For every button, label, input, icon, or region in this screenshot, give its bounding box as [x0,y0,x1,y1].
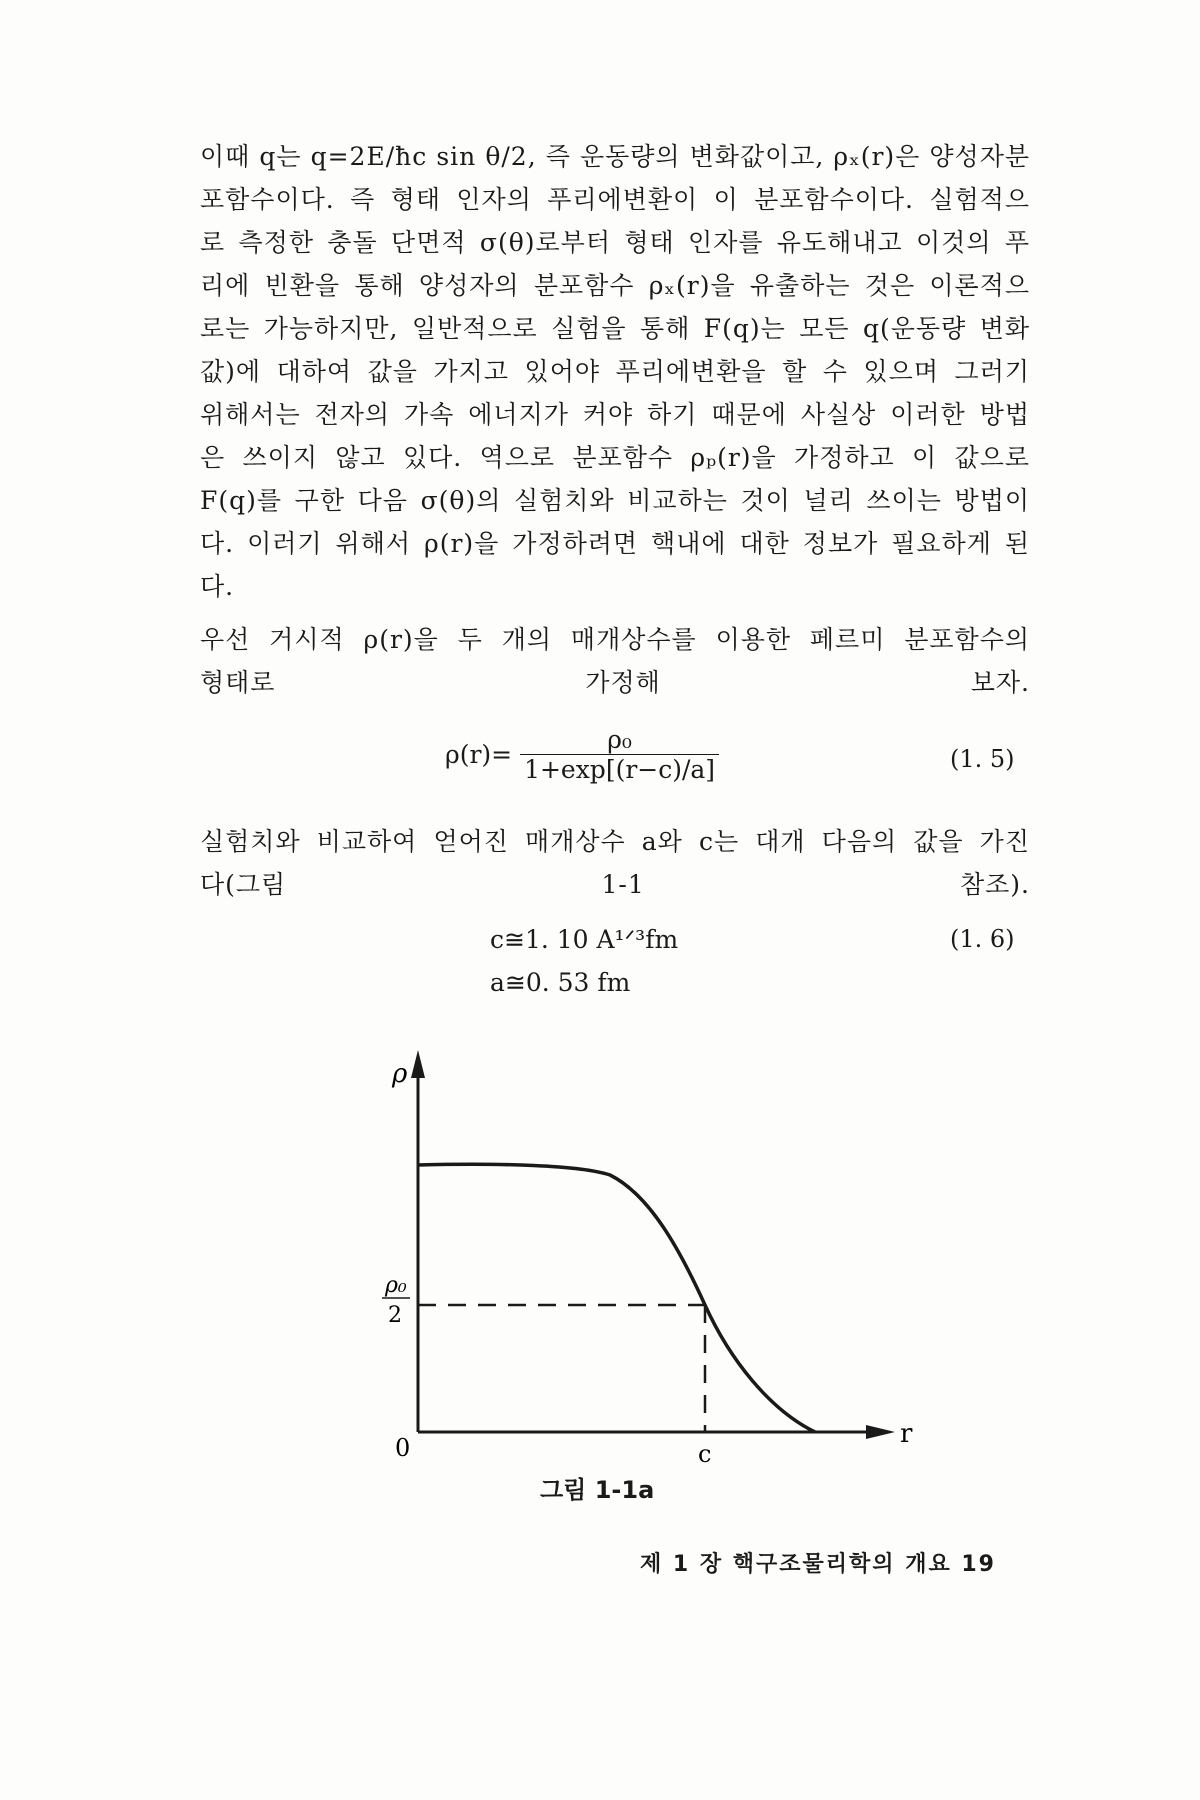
equation-denominator: 1+exp[(r−c)/a] [524,755,716,784]
paragraph-line: 포함수이다. 즉 형태 인자의 푸리에변환이 이 분포함수이다. 실험적으 [200,185,1030,214]
paragraph-line: 이때 q는 q=2E/ħc sin θ/2, 즉 운동량의 변화값이고, ρₓ(r)은 양성자분 [200,142,1030,171]
y-axis-arrow-icon [411,1050,425,1078]
paragraph-line: 다. 이러기 위해서 ρ(r)을 가정하려면 핵내에 대한 정보가 필요하게 된 [200,529,1030,558]
paragraph-line: 리에 빈환을 통해 양성자의 분포함수 ρₓ(r)을 유출하는 것은 이론적으 [200,271,1030,300]
y-axis-label: ρ [392,1059,408,1089]
equation-number: (1. 5) [950,745,1015,773]
c-label: c [698,1440,712,1468]
paragraph-line: 로 측정한 충돌 단면적 σ(θ)로부터 형태 인자를 유도해내고 이것의 푸 [200,228,1030,257]
equation-1-6-line-1: c≅1. 10 A¹ᐟ³fm [490,925,679,954]
equation-numerator: ρ₀ [520,725,719,755]
paragraph-line: 실험치와 비교하여 얻어진 매개상수 a와 c는 대개 다음의 값을 가진 [200,827,1030,856]
x-axis-label: r [900,1419,913,1449]
paragraph-line: 값)에 대하여 값을 가지고 있어야 푸리에변환을 할 수 있으며 그러기 [200,357,1030,386]
paragraph-line: 로는 가능하지만, 일반적으로 실험을 통해 F(q)는 모든 q(운동량 변화 [200,314,1030,343]
origin-label: 0 [395,1434,411,1462]
equation-lhs: ρ(r)= [445,740,513,769]
half-label-numerator: ρ₀ [385,1273,407,1298]
half-label-denominator: 2 [388,1303,402,1328]
paragraph-line: F(q)를 구한 다음 σ(θ)의 실험치와 비교하는 것이 널리 쓰이는 방법이 [200,486,1030,515]
page-footer: 제 1 장 핵구조물리학의 개요 19 [640,1552,996,1577]
paragraph-line: 형태로 가정해 보자. [200,668,1030,697]
figure-caption: 그림 1-1a [540,1476,655,1504]
paragraph-line: 다(그림 1-1 참조). [200,870,1030,899]
paragraph-line: 다. [200,572,235,601]
fermi-curve [418,1164,815,1432]
equation-1-6-line-2: a≅0. 53 fm [490,968,631,997]
paragraph-line: 위해서는 전자의 가속 에너지가 커야 하기 때문에 사실상 이러한 방법 [200,400,1030,429]
equation-number: (1. 6) [950,925,1015,953]
paragraph-line: 우선 거시적 ρ(r)을 두 개의 매개상수를 이용한 페르미 분포함수의 [200,625,1030,654]
x-axis-arrow-icon [866,1425,895,1439]
paragraph-line: 은 쓰이지 않고 있다. 역으로 분포함수 ρₚ(r)을 가정하고 이 값으로 [200,443,1030,472]
